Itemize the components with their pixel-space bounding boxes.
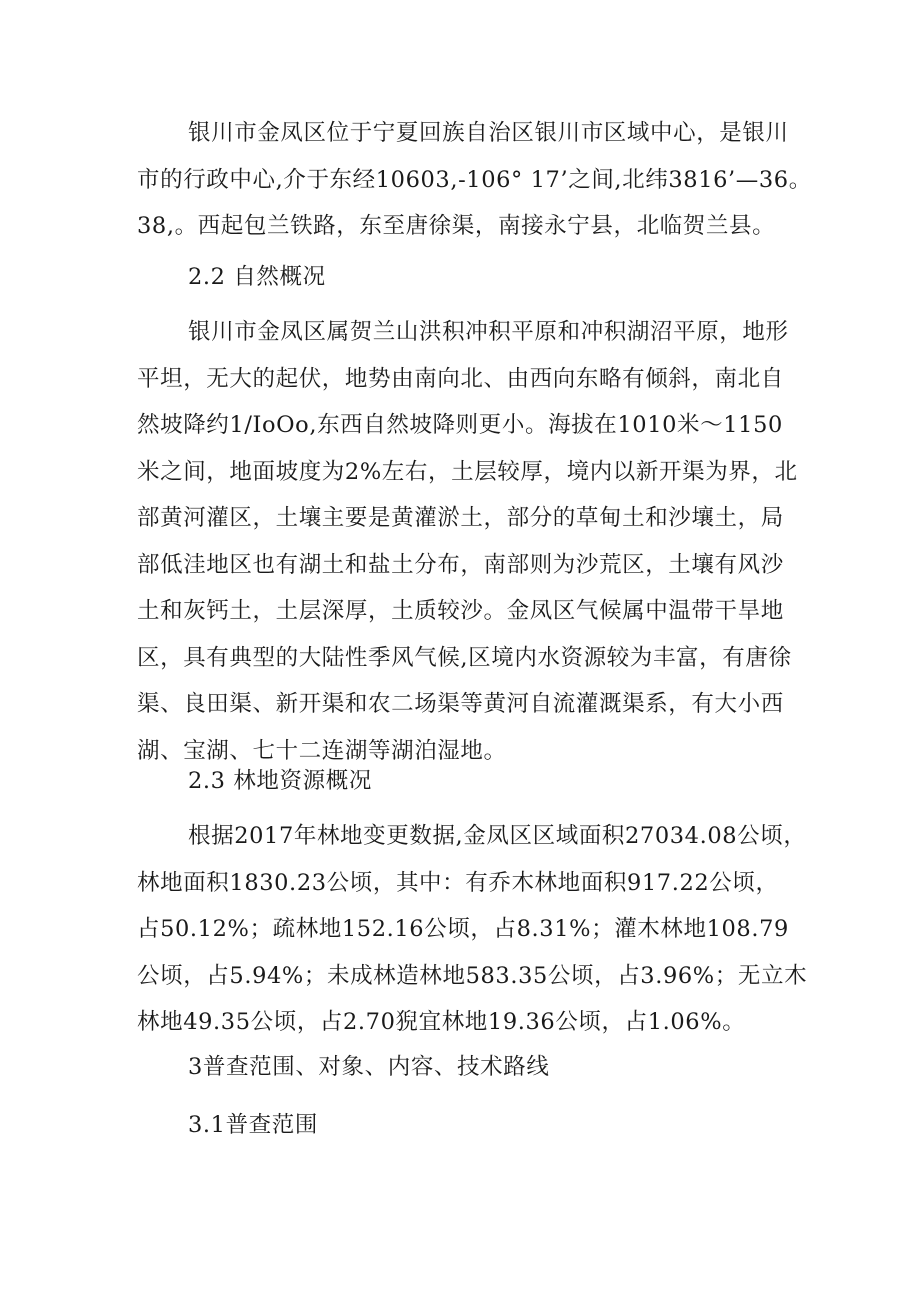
paragraph-line: 根据2017年林地变更数据,金凤区区域面积27034.08公顷， xyxy=(188,823,807,849)
paragraph-line: 渠、良田渠、新开渠和农二场渠等黄河自流灌溉渠系，有大小西 xyxy=(137,691,784,717)
paragraph-forest-resources xyxy=(137,813,808,1046)
paragraph-line: 区，具有典型的大陆性季风气候,区境内水资源较为丰富，有唐徐 xyxy=(137,644,792,671)
section-heading-2-2: 2.2 自然概况 xyxy=(188,264,326,290)
paragraph-line: 银川市金凤区位于宁夏回族自治区银川市区域中心，是银川 xyxy=(188,120,789,146)
paragraph-line: 市的行政中心,介于东经10603,-106° 17’之间,北纬3816’—36。 xyxy=(137,166,812,193)
paragraph-line: 占50.12%；疏林地152.16公顷，占8.31%；灌木林地108.79 xyxy=(137,916,789,942)
paragraph-line: 银川市金凤区属贺兰山洪积冲积平原和冲积湖沼平原，地形 xyxy=(188,319,789,345)
section-heading-3: 3普查范围、对象、内容、技术路线 xyxy=(188,1054,550,1080)
paragraph-line: 部低洼地区也有湖土和盐土分布，南部则为沙荒区，土壤有风沙 xyxy=(137,551,784,578)
paragraph-line: 38,。西起包兰铁路，东至唐徐渠，南接永宁县，北临贺兰县。 xyxy=(137,213,776,239)
paragraph-line: 公顷，占5.94%；未成林造林地583.35公顷，占3.96%；无立木 xyxy=(137,962,808,989)
paragraph-line: 平坦，无大的起伏，地势由南向北、由西向东略有倾斜，南北自 xyxy=(137,365,784,392)
paragraph-line: 米之间，地面坡度为2%左右，土层较厚，境内以新开渠为界，北 xyxy=(137,458,798,485)
section-heading-2-3: 2.3 林地资源概况 xyxy=(188,768,372,794)
paragraph-line: 然坡降约1/IoOo,东西自然坡降则更小。海拔在1010米～1150 xyxy=(137,412,783,438)
paragraph-line: 林地49.35公顷，占2.70猊宜林地19.36公顷，占1.06%。 xyxy=(137,1009,746,1035)
section-heading-3-1: 3.1普查范围 xyxy=(188,1112,318,1138)
paragraph-natural-conditions xyxy=(137,309,798,774)
paragraph-line: 土和灰钙土，土层深厚，土质较沙。金凤区气候属中温带干旱地 xyxy=(137,598,784,624)
paragraph-line: 林地面积1830.23公顷，其中：有乔木林地面积917.22公顷， xyxy=(137,869,779,896)
paragraph-line: 湖、宝湖、七十二连湖等湖泊湿地。 xyxy=(137,737,507,764)
paragraph-line: 部黄河灌区，土壤主要是黄灌淤土，部分的草甸土和沙壤土，局 xyxy=(137,505,784,531)
paragraph-location xyxy=(137,110,812,250)
